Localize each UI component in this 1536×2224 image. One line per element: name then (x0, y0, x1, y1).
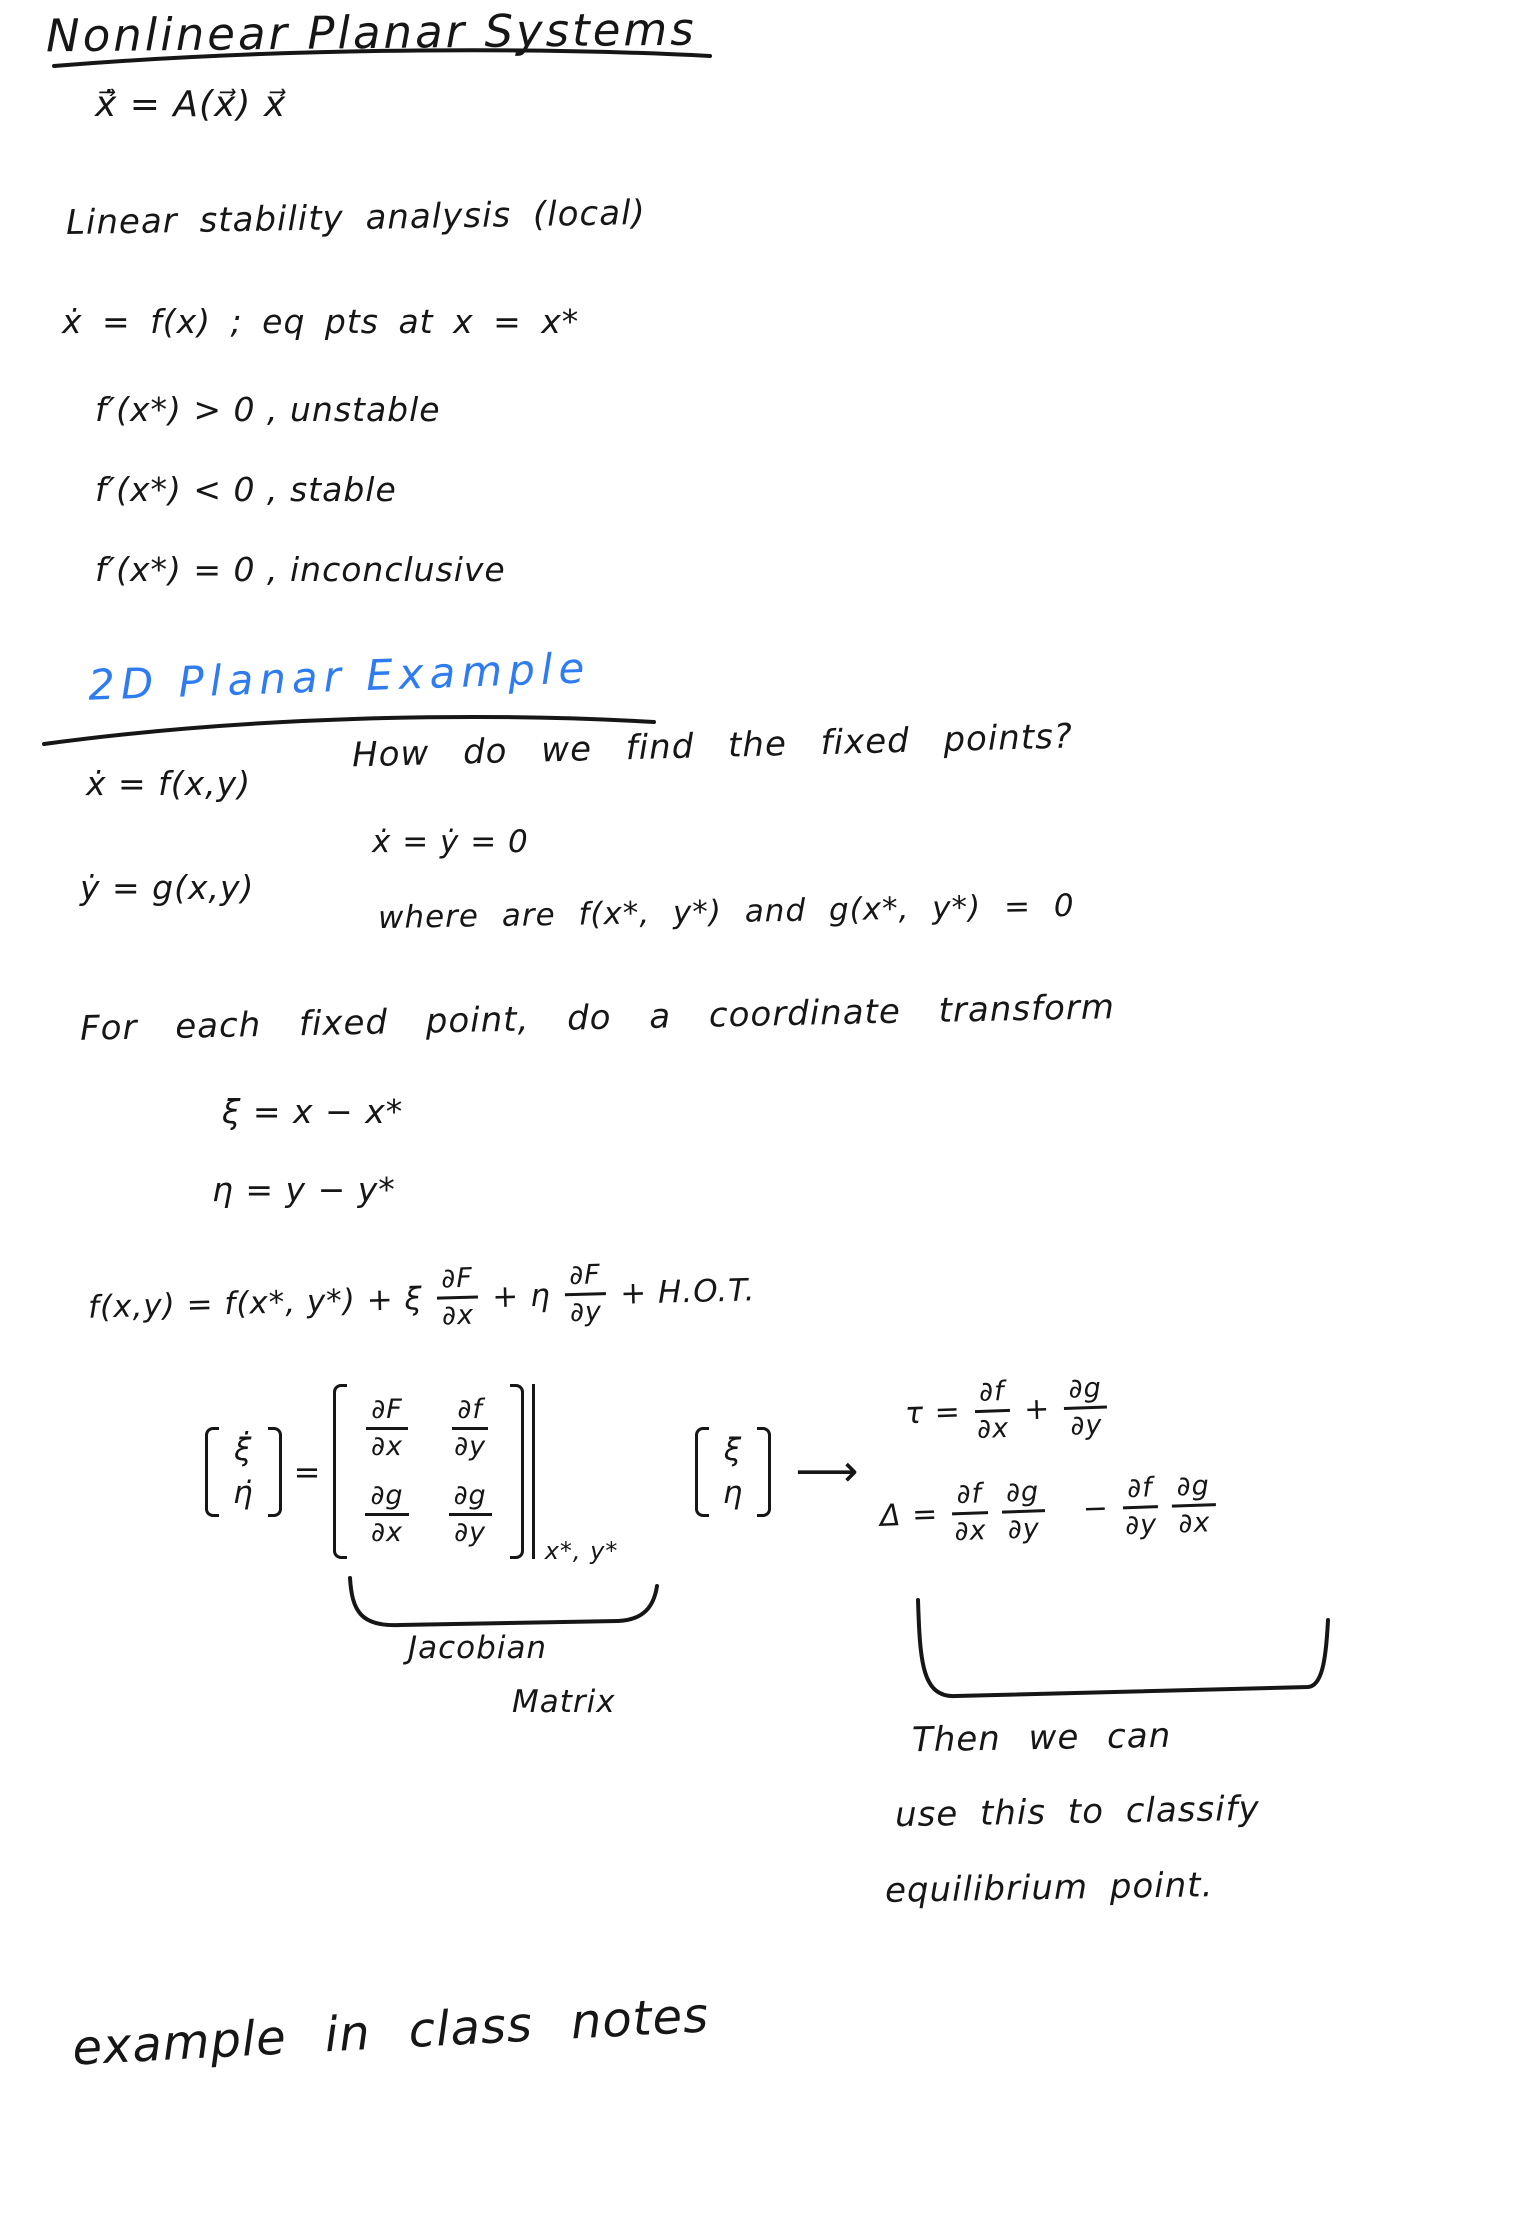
jacobian-label-line2: Matrix (512, 1684, 616, 1720)
plus-sign: + (1023, 1391, 1051, 1428)
trace-equation (904, 1374, 1109, 1447)
page-title: Nonlinear Planar Systems (45, 2, 697, 63)
df-dx-fraction: $\frac{\partial f}{\partial x}$ (951, 1480, 989, 1547)
dg-dy-entry: $\frac{\partial g}{\partial y}$ (449, 1482, 492, 1548)
case-stable: f′(x*) < 0 , stable (95, 470, 397, 509)
dg-dy-fraction: $\frac{\partial g}{\partial y}$ (1001, 1478, 1046, 1545)
vector-system-equation: ẋ⃗ = A(x⃗) x⃗ (95, 84, 287, 125)
footer-note: example in class notes (70, 1987, 711, 2077)
dg-dy-fraction: $\frac{\partial g}{\partial y}$ (1063, 1374, 1108, 1441)
delta-label: Δ = (879, 1497, 939, 1535)
evaluation-bar (532, 1384, 619, 1566)
determinant-equation (879, 1472, 1217, 1549)
df-dy-entry: $\frac{\partial f}{\partial y}$ (454, 1394, 487, 1463)
left-bracket (333, 1384, 347, 1559)
xi-dot: ξ̇ (234, 1431, 253, 1468)
conclusion-line2: use this to classify (894, 1788, 1261, 1836)
jacobian-matrix (333, 1384, 523, 1559)
tau-label: τ = (904, 1394, 962, 1432)
eta-symbol: η (722, 1474, 744, 1511)
where-line: where are f(x*, y*) and g(x*, y*) = 0 (377, 887, 1075, 937)
dF-dx-entry: $\frac{\partial F}{\partial x}$ (366, 1396, 408, 1462)
conclusion-line3: equilibrium point. (884, 1865, 1214, 1911)
right-bracket (268, 1427, 282, 1517)
section-heading: 2D Planar Example (87, 643, 592, 710)
right-bracket (757, 1427, 771, 1517)
dF-dx-fraction: $\frac{\partial F}{\partial x}$ (436, 1265, 479, 1332)
dF-dy-fraction: $\frac{\partial F}{\partial y}$ (564, 1261, 607, 1328)
conclusion-line1: Then we can (911, 1715, 1172, 1761)
jacobian-label-line1: Jacobian (408, 1630, 548, 1666)
linearized-system-equation (205, 1384, 860, 1566)
evaluation-subscript: x*, y* (544, 1537, 619, 1566)
taylor-hot: + H.O.T. (619, 1272, 756, 1312)
minus-sign: − (1082, 1491, 1110, 1528)
case-inconclusive: f′(x*) = 0 , inconclusive (95, 550, 506, 589)
case-unstable: f′(x*) > 0 , unstable (95, 390, 441, 429)
perturbation-vector (695, 1427, 772, 1517)
ydot-equation: ẏ = g(x,y) (80, 868, 255, 907)
xi-symbol: ξ (723, 1431, 743, 1468)
taylor-mid: + η (491, 1277, 552, 1315)
taylor-lead: f(x,y) = f(x*, y*) + ξ (87, 1280, 424, 1326)
right-bracket (510, 1384, 524, 1559)
equilibrium-points-line: ẋ = f(x) ; eq pts at x = x* (62, 302, 580, 341)
coordinate-transform-line: For each fixed point, do a coordinate transform (79, 987, 1116, 1049)
conclusion-underbrace (918, 1600, 1328, 1696)
eta-dot: η̇ (233, 1474, 254, 1511)
linear-stability-line: Linear stability analysis (local) (65, 192, 647, 244)
jacobian-underbrace (350, 1578, 657, 1625)
state-vector-lhs (205, 1427, 282, 1517)
xdot-equation: ẋ = f(x,y) (86, 764, 252, 803)
equals-sign: = (293, 1452, 322, 1491)
dg-dx-fraction: $\frac{\partial g}{\partial x}$ (1171, 1472, 1216, 1539)
fixed-point-condition: ẋ = ẏ = 0 (372, 824, 529, 860)
df-dy-fraction: $\frac{\partial f}{\partial y}$ (1122, 1474, 1160, 1541)
df-dx-fraction: $\frac{\partial f}{\partial x}$ (974, 1378, 1012, 1445)
eta-definition: η = y − y* (212, 1170, 396, 1209)
left-bracket (205, 1427, 219, 1517)
fixed-points-question: How do we find the fixed points? (351, 716, 1074, 776)
dg-dx-entry: $\frac{\partial g}{\partial x}$ (365, 1482, 408, 1548)
left-bracket (695, 1427, 709, 1517)
maps-to-arrow: ⟶ (795, 1446, 860, 1498)
taylor-expansion (87, 1257, 756, 1340)
xi-definition: ξ = x − x* (222, 1092, 404, 1131)
